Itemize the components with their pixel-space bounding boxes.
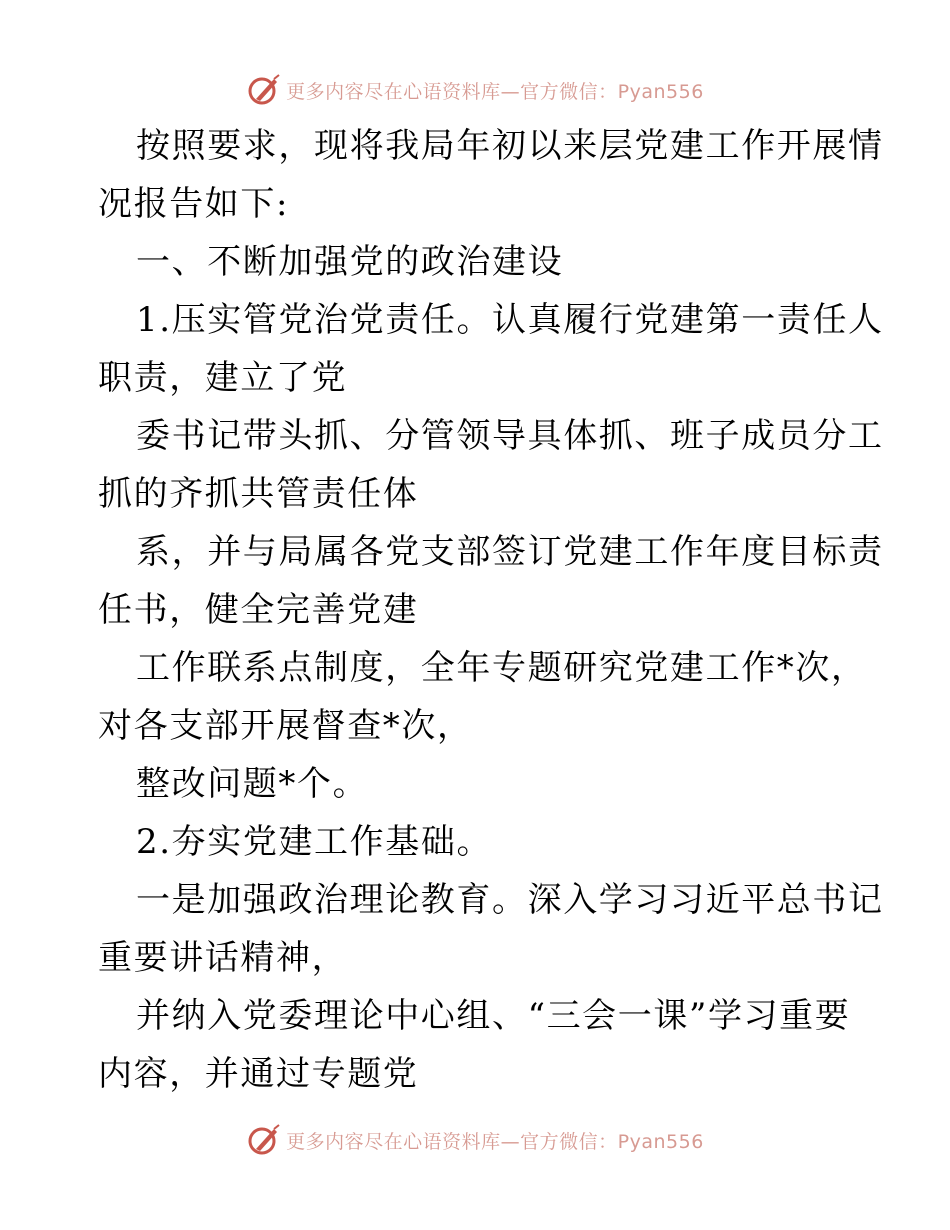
- paragraph-line: 1.压实管党治党责任。认真履行党建第一责任人: [136, 300, 884, 340]
- paragraph-line: 一是加强政治理论教育。深入学习习近平总书记: [136, 880, 884, 920]
- paragraph-line: 任书，健全完善党建: [98, 590, 419, 630]
- watermark-text: 更多内容尽在心语资料库—官方微信：Pyan556: [286, 1130, 704, 1153]
- subsection-heading: 2.夯实党建工作基础。: [136, 822, 493, 862]
- paragraph-line: 并纳入党委理论中心组、“三会一课”学习重要: [136, 996, 851, 1036]
- paragraph-line: 工作联系点制度，全年专题研究党建工作*次，: [136, 648, 867, 688]
- paragraph-line: 重要讲话精神，: [98, 938, 348, 978]
- paragraph-line: 系，并与局属各党支部签订党建工作年度目标责: [136, 532, 884, 572]
- watermark-text: 更多内容尽在心语资料库—官方微信：Pyan556: [286, 80, 704, 103]
- paragraph-line: 职责，建立了党: [98, 358, 348, 398]
- header-watermark: [0, 70, 950, 110]
- paragraph-line: 按照要求，现将我局年初以来层党建工作开展情: [136, 126, 884, 166]
- paragraph-line: 抓的齐抓共管责任体: [98, 474, 419, 514]
- paragraph-line: 内容，并通过专题党: [98, 1054, 419, 1094]
- paragraph-line: 况报告如下:: [98, 184, 290, 224]
- paragraph-line: 整改问题*个。: [136, 764, 369, 804]
- paragraph-line: 对各支部开展督查*次，: [98, 706, 473, 746]
- quill-logo-icon: [246, 1123, 280, 1157]
- quill-logo-icon: [246, 73, 280, 107]
- paragraph-line: 委书记带头抓、分管领导具体抓、班子成员分工: [136, 416, 884, 456]
- footer-watermark: [0, 1120, 950, 1160]
- section-heading: 一、不断加强党的政治建设: [136, 242, 564, 282]
- document-body: [98, 117, 884, 1103]
